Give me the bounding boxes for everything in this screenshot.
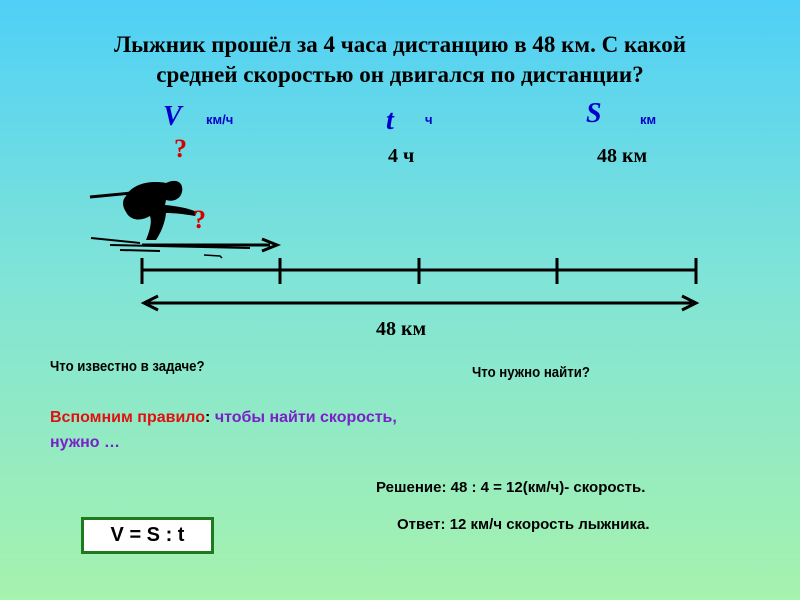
total-distance-arrow bbox=[144, 296, 696, 310]
velocity-symbol: V bbox=[163, 101, 182, 132]
solution-text: Решение: 48 : 4 = 12(км/ч)- скорость. bbox=[376, 479, 646, 496]
total-distance-label: 48 км bbox=[376, 318, 427, 340]
problem-line-1: Лыжник прошёл за 4 часа дистанцию в 48 км. С какой bbox=[113, 32, 687, 57]
time-unit: ч bbox=[425, 112, 433, 127]
time-symbol: t bbox=[386, 105, 394, 136]
distance-symbol: S bbox=[586, 98, 602, 129]
rule-label: Вспомним правило bbox=[50, 409, 206, 426]
rule-text bbox=[50, 405, 410, 455]
track-line bbox=[142, 258, 696, 284]
speed-arrow bbox=[142, 239, 277, 251]
formula-box: V = S : t bbox=[81, 517, 214, 554]
distance-unit: км bbox=[640, 112, 657, 127]
known-question: Что известно в задаче? bbox=[50, 358, 205, 375]
rule-colon: : bbox=[205, 409, 215, 426]
time-value: 4 ч bbox=[388, 145, 415, 167]
distance-value: 48 км bbox=[597, 145, 648, 167]
find-question: Что нужно найти? bbox=[472, 364, 590, 381]
skier-question-mark: ? bbox=[193, 205, 206, 234]
answer-text: Ответ: 12 км/ч скорость лыжника. bbox=[397, 516, 650, 533]
problem-line-2: средней скоростью он двигался по дистанции? bbox=[156, 62, 644, 87]
rule-body: чтобы найти скорость, нужно … bbox=[50, 409, 397, 451]
velocity-unit: км/ч bbox=[206, 112, 234, 127]
velocity-value-question: ? bbox=[174, 134, 187, 163]
